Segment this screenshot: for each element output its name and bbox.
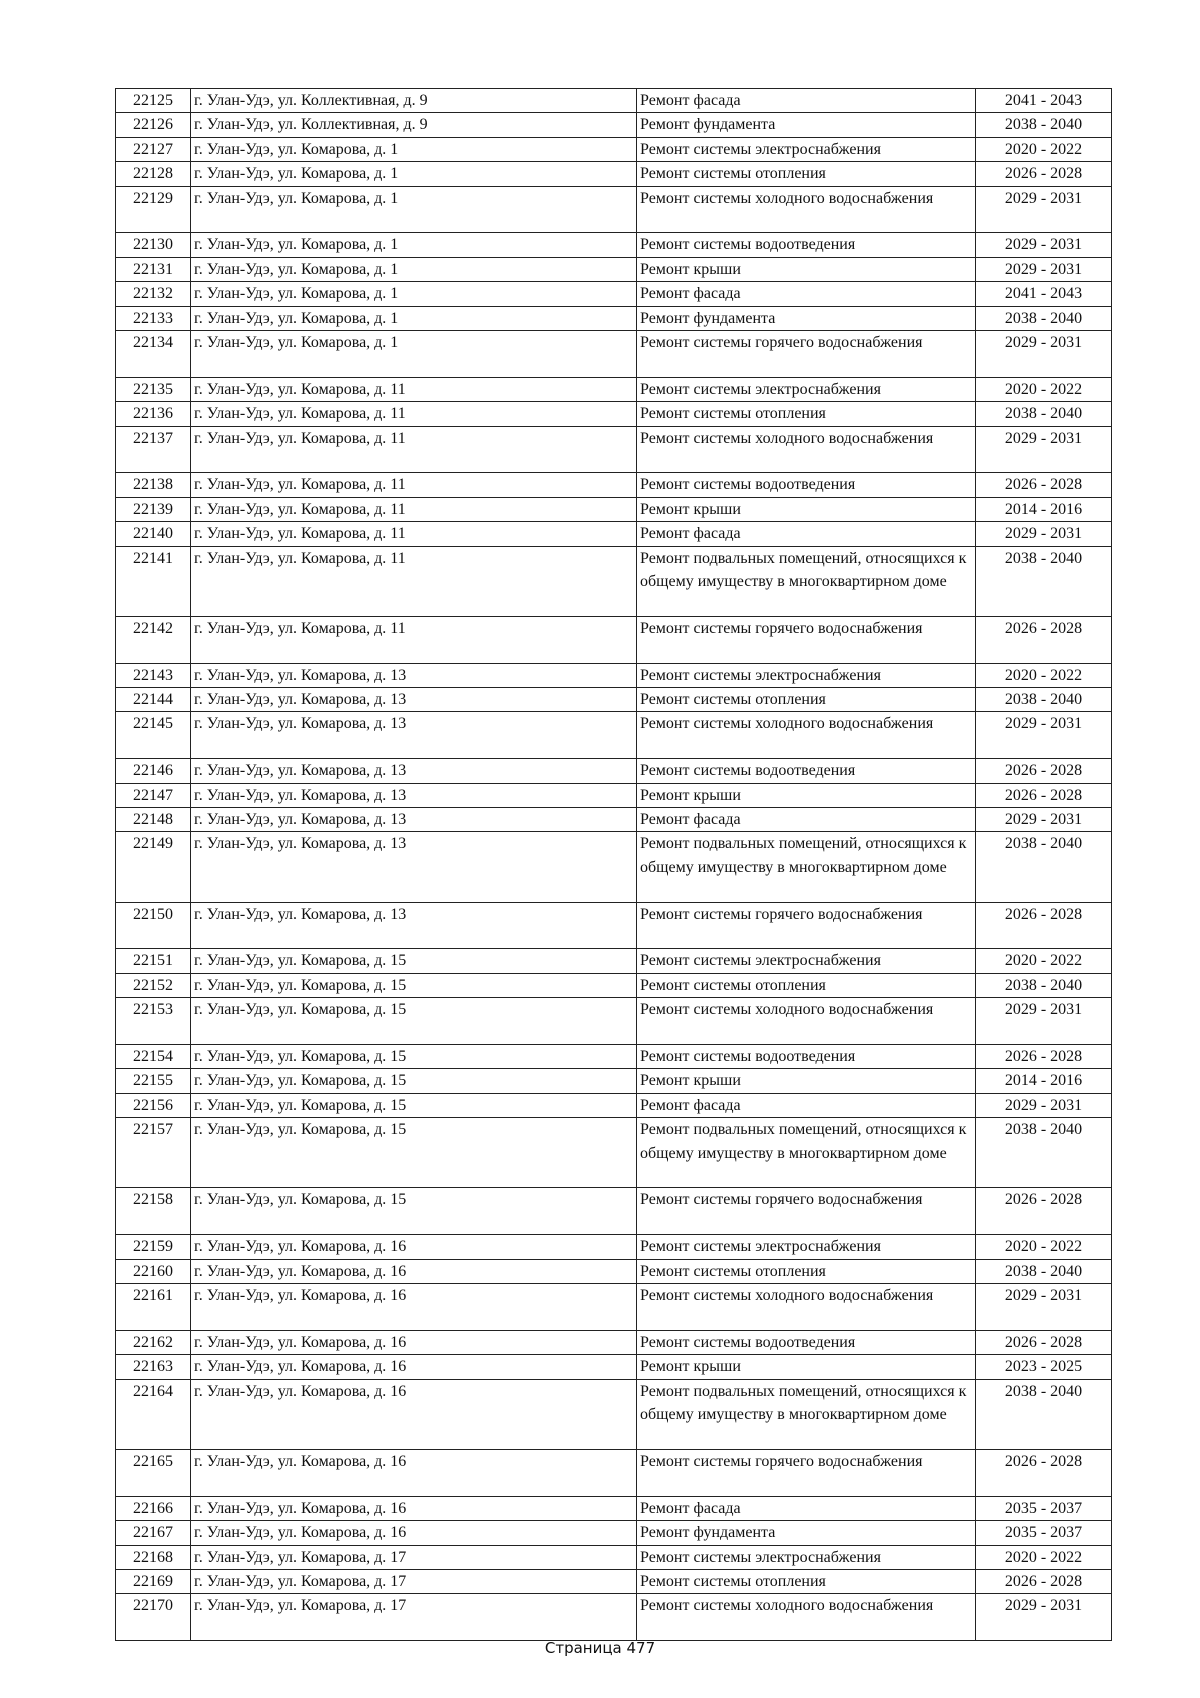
table-row [116, 1069, 1112, 1093]
work-type-cell: Ремонт фундамента [637, 113, 976, 137]
period-cell: 2026 - 2028 [976, 1188, 1112, 1235]
period-cell: 2029 - 2031 [976, 808, 1112, 832]
row-number-cell: 22144 [116, 688, 191, 712]
row-number-cell: 22137 [116, 426, 191, 473]
row-number-cell: 22159 [116, 1235, 191, 1259]
address-cell: г. Улан-Удэ, ул. Коллективная, д. 9 [191, 113, 637, 137]
row-number-cell: 22157 [116, 1118, 191, 1188]
address-cell: г. Улан-Удэ, ул. Комарова, д. 1 [191, 282, 637, 306]
row-number-cell: 22130 [116, 233, 191, 257]
address-cell: г. Улан-Удэ, ул. Комарова, д. 1 [191, 331, 637, 378]
row-number-cell: 22153 [116, 998, 191, 1045]
period-cell: 2041 - 2043 [976, 89, 1112, 113]
period-cell: 2029 - 2031 [976, 1594, 1112, 1641]
period-cell: 2029 - 2031 [976, 522, 1112, 546]
row-number-cell: 22146 [116, 759, 191, 783]
address-cell: г. Улан-Удэ, ул. Комарова, д. 16 [191, 1379, 637, 1449]
row-number-cell: 22140 [116, 522, 191, 546]
row-number-cell: 22135 [116, 377, 191, 401]
row-number-cell: 22129 [116, 186, 191, 233]
work-type-cell: Ремонт системы водоотведения [637, 233, 976, 257]
address-cell: г. Улан-Удэ, ул. Комарова, д. 15 [191, 973, 637, 997]
address-cell: г. Улан-Удэ, ул. Комарова, д. 16 [191, 1449, 637, 1496]
address-cell: г. Улан-Удэ, ул. Комарова, д. 13 [191, 688, 637, 712]
period-cell: 2029 - 2031 [976, 712, 1112, 759]
row-number-cell: 22151 [116, 949, 191, 973]
period-cell: 2014 - 2016 [976, 497, 1112, 521]
address-cell: г. Улан-Удэ, ул. Комарова, д. 1 [191, 137, 637, 161]
address-cell: г. Улан-Удэ, ул. Комарова, д. 11 [191, 377, 637, 401]
table-row [116, 331, 1112, 378]
work-type-cell: Ремонт системы электроснабжения [637, 377, 976, 401]
table-row [116, 1045, 1112, 1069]
table-row [116, 546, 1112, 616]
period-cell: 2041 - 2043 [976, 282, 1112, 306]
table-row [116, 759, 1112, 783]
row-number-cell: 22134 [116, 331, 191, 378]
address-cell: г. Улан-Удэ, ул. Комарова, д. 16 [191, 1521, 637, 1545]
address-cell: г. Улан-Удэ, ул. Комарова, д. 13 [191, 832, 637, 902]
row-number-cell: 22160 [116, 1259, 191, 1283]
table-row [116, 1545, 1112, 1569]
row-number-cell: 22145 [116, 712, 191, 759]
table-row [116, 688, 1112, 712]
address-cell: г. Улан-Удэ, ул. Комарова, д. 15 [191, 998, 637, 1045]
address-cell: г. Улан-Удэ, ул. Комарова, д. 1 [191, 162, 637, 186]
table-row [116, 473, 1112, 497]
table-row [116, 616, 1112, 663]
row-number-cell: 22139 [116, 497, 191, 521]
work-type-cell: Ремонт системы холодного водоснабжения [637, 998, 976, 1045]
work-type-cell: Ремонт системы горячего водоснабжения [637, 902, 976, 949]
period-cell: 2035 - 2037 [976, 1496, 1112, 1520]
table-row [116, 426, 1112, 473]
work-type-cell: Ремонт крыши [637, 1069, 976, 1093]
work-type-cell: Ремонт системы горячего водоснабжения [637, 1449, 976, 1496]
row-number-cell: 22142 [116, 616, 191, 663]
document-table-container [115, 88, 1111, 1641]
row-number-cell: 22163 [116, 1355, 191, 1379]
row-number-cell: 22138 [116, 473, 191, 497]
period-cell: 2020 - 2022 [976, 377, 1112, 401]
row-number-cell: 22141 [116, 546, 191, 616]
period-cell: 2023 - 2025 [976, 1355, 1112, 1379]
work-type-cell: Ремонт фундамента [637, 306, 976, 330]
address-cell: г. Улан-Удэ, ул. Комарова, д. 1 [191, 306, 637, 330]
table-row [116, 998, 1112, 1045]
row-number-cell: 22167 [116, 1521, 191, 1545]
table-row [116, 1496, 1112, 1520]
period-cell: 2038 - 2040 [976, 113, 1112, 137]
work-type-cell: Ремонт системы электроснабжения [637, 1235, 976, 1259]
table-row [116, 1284, 1112, 1331]
table-row [116, 1594, 1112, 1641]
row-number-cell: 22127 [116, 137, 191, 161]
work-type-cell: Ремонт системы отопления [637, 688, 976, 712]
address-cell: г. Улан-Удэ, ул. Комарова, д. 1 [191, 186, 637, 233]
row-number-cell: 22128 [116, 162, 191, 186]
table-row [116, 808, 1112, 832]
work-type-cell: Ремонт фасада [637, 89, 976, 113]
row-number-cell: 22147 [116, 783, 191, 807]
row-number-cell: 22170 [116, 1594, 191, 1641]
table-row [116, 233, 1112, 257]
address-cell: г. Улан-Удэ, ул. Комарова, д. 13 [191, 783, 637, 807]
period-cell: 2029 - 2031 [976, 998, 1112, 1045]
table-row [116, 1188, 1112, 1235]
period-cell: 2029 - 2031 [976, 186, 1112, 233]
address-cell: г. Улан-Удэ, ул. Комарова, д. 16 [191, 1284, 637, 1331]
row-number-cell: 22132 [116, 282, 191, 306]
period-cell: 2026 - 2028 [976, 473, 1112, 497]
table-row [116, 89, 1112, 113]
table-row [116, 663, 1112, 687]
period-cell: 2029 - 2031 [976, 257, 1112, 281]
row-number-cell: 22149 [116, 832, 191, 902]
work-type-cell: Ремонт системы отопления [637, 402, 976, 426]
work-type-cell: Ремонт фасада [637, 808, 976, 832]
table-row [116, 973, 1112, 997]
period-cell: 2038 - 2040 [976, 1259, 1112, 1283]
address-cell: г. Улан-Удэ, ул. Комарова, д. 13 [191, 759, 637, 783]
period-cell: 2026 - 2028 [976, 1449, 1112, 1496]
work-type-cell: Ремонт системы электроснабжения [637, 663, 976, 687]
work-type-cell: Ремонт системы холодного водоснабжения [637, 712, 976, 759]
work-type-cell: Ремонт системы холодного водоснабжения [637, 1284, 976, 1331]
work-type-cell: Ремонт фундамента [637, 1521, 976, 1545]
row-number-cell: 22131 [116, 257, 191, 281]
table-row [116, 257, 1112, 281]
work-type-cell: Ремонт крыши [637, 497, 976, 521]
row-number-cell: 22158 [116, 1188, 191, 1235]
work-type-cell: Ремонт системы водоотведения [637, 1045, 976, 1069]
address-cell: г. Улан-Удэ, ул. Комарова, д. 11 [191, 616, 637, 663]
table-row [116, 832, 1112, 902]
address-cell: г. Улан-Удэ, ул. Комарова, д. 13 [191, 663, 637, 687]
address-cell: г. Улан-Удэ, ул. Комарова, д. 16 [191, 1259, 637, 1283]
table-row [116, 402, 1112, 426]
work-type-cell: Ремонт крыши [637, 783, 976, 807]
work-type-cell: Ремонт фасада [637, 1093, 976, 1117]
table-row [116, 1569, 1112, 1593]
row-number-cell: 22168 [116, 1545, 191, 1569]
period-cell: 2038 - 2040 [976, 688, 1112, 712]
period-cell: 2026 - 2028 [976, 1045, 1112, 1069]
period-cell: 2026 - 2028 [976, 902, 1112, 949]
table-row [116, 377, 1112, 401]
table-row [116, 1355, 1112, 1379]
work-type-cell: Ремонт системы горячего водоснабжения [637, 1188, 976, 1235]
address-cell: г. Улан-Удэ, ул. Комарова, д. 16 [191, 1235, 637, 1259]
work-type-cell: Ремонт фасада [637, 522, 976, 546]
period-cell: 2020 - 2022 [976, 137, 1112, 161]
address-cell: г. Улан-Удэ, ул. Комарова, д. 13 [191, 712, 637, 759]
period-cell: 2020 - 2022 [976, 1235, 1112, 1259]
row-number-cell: 22156 [116, 1093, 191, 1117]
address-cell: г. Улан-Удэ, ул. Комарова, д. 11 [191, 497, 637, 521]
work-type-cell: Ремонт фасада [637, 282, 976, 306]
period-cell: 2026 - 2028 [976, 616, 1112, 663]
row-number-cell: 22133 [116, 306, 191, 330]
address-cell: г. Улан-Удэ, ул. Комарова, д. 1 [191, 257, 637, 281]
period-cell: 2038 - 2040 [976, 832, 1112, 902]
work-type-cell: Ремонт системы отопления [637, 973, 976, 997]
address-cell: г. Улан-Удэ, ул. Коллективная, д. 9 [191, 89, 637, 113]
table-row [116, 522, 1112, 546]
period-cell: 2035 - 2037 [976, 1521, 1112, 1545]
address-cell: г. Улан-Удэ, ул. Комарова, д. 11 [191, 473, 637, 497]
address-cell: г. Улан-Удэ, ул. Комарова, д. 16 [191, 1330, 637, 1354]
address-cell: г. Улан-Удэ, ул. Комарова, д. 15 [191, 1045, 637, 1069]
repair-schedule-table [115, 88, 1112, 1641]
period-cell: 2038 - 2040 [976, 1379, 1112, 1449]
row-number-cell: 22162 [116, 1330, 191, 1354]
table-row [116, 783, 1112, 807]
period-cell: 2020 - 2022 [976, 1545, 1112, 1569]
table-row [116, 162, 1112, 186]
table-row [116, 1379, 1112, 1449]
work-type-cell: Ремонт системы холодного водоснабжения [637, 186, 976, 233]
period-cell: 2038 - 2040 [976, 973, 1112, 997]
work-type-cell: Ремонт системы горячего водоснабжения [637, 331, 976, 378]
period-cell: 2026 - 2028 [976, 783, 1112, 807]
address-cell: г. Улан-Удэ, ул. Комарова, д. 11 [191, 426, 637, 473]
row-number-cell: 22154 [116, 1045, 191, 1069]
period-cell: 2038 - 2040 [976, 1118, 1112, 1188]
work-type-cell: Ремонт системы водоотведения [637, 473, 976, 497]
row-number-cell: 22161 [116, 1284, 191, 1331]
work-type-cell: Ремонт системы электроснабжения [637, 949, 976, 973]
row-number-cell: 22152 [116, 973, 191, 997]
work-type-cell: Ремонт системы электроснабжения [637, 137, 976, 161]
address-cell: г. Улан-Удэ, ул. Комарова, д. 11 [191, 546, 637, 616]
row-number-cell: 22150 [116, 902, 191, 949]
table-row [116, 949, 1112, 973]
work-type-cell: Ремонт подвальных помещений, относящихся к общему имуществу в многоквартирном доме [637, 546, 976, 616]
row-number-cell: 22164 [116, 1379, 191, 1449]
work-type-cell: Ремонт системы водоотведения [637, 759, 976, 783]
work-type-cell: Ремонт подвальных помещений, относящихся к общему имуществу в многоквартирном доме [637, 1379, 976, 1449]
period-cell: 2020 - 2022 [976, 663, 1112, 687]
period-cell: 2020 - 2022 [976, 949, 1112, 973]
work-type-cell: Ремонт системы горячего водоснабжения [637, 616, 976, 663]
address-cell: г. Улан-Удэ, ул. Комарова, д. 17 [191, 1545, 637, 1569]
row-number-cell: 22136 [116, 402, 191, 426]
table-row [116, 1093, 1112, 1117]
row-number-cell: 22143 [116, 663, 191, 687]
row-number-cell: 22169 [116, 1569, 191, 1593]
row-number-cell: 22166 [116, 1496, 191, 1520]
work-type-cell: Ремонт подвальных помещений, относящихся к общему имуществу в многоквартирном доме [637, 832, 976, 902]
table-row [116, 1449, 1112, 1496]
address-cell: г. Улан-Удэ, ул. Комарова, д. 17 [191, 1569, 637, 1593]
period-cell: 2029 - 2031 [976, 233, 1112, 257]
work-type-cell: Ремонт системы отопления [637, 1259, 976, 1283]
address-cell: г. Улан-Удэ, ул. Комарова, д. 17 [191, 1594, 637, 1641]
row-number-cell: 22125 [116, 89, 191, 113]
address-cell: г. Улан-Удэ, ул. Комарова, д. 15 [191, 949, 637, 973]
work-type-cell: Ремонт системы отопления [637, 1569, 976, 1593]
table-row [116, 186, 1112, 233]
period-cell: 2026 - 2028 [976, 759, 1112, 783]
period-cell: 2014 - 2016 [976, 1069, 1112, 1093]
address-cell: г. Улан-Удэ, ул. Комарова, д. 15 [191, 1093, 637, 1117]
address-cell: г. Улан-Удэ, ул. Комарова, д. 15 [191, 1188, 637, 1235]
address-cell: г. Улан-Удэ, ул. Комарова, д. 16 [191, 1496, 637, 1520]
table-row [116, 712, 1112, 759]
period-cell: 2038 - 2040 [976, 546, 1112, 616]
work-type-cell: Ремонт крыши [637, 257, 976, 281]
address-cell: г. Улан-Удэ, ул. Комарова, д. 16 [191, 1355, 637, 1379]
work-type-cell: Ремонт подвальных помещений, относящихся к общему имуществу в многоквартирном доме [637, 1118, 976, 1188]
address-cell: г. Улан-Удэ, ул. Комарова, д. 13 [191, 808, 637, 832]
period-cell: 2038 - 2040 [976, 402, 1112, 426]
address-cell: г. Улан-Удэ, ул. Комарова, д. 15 [191, 1069, 637, 1093]
period-cell: 2029 - 2031 [976, 1284, 1112, 1331]
work-type-cell: Ремонт системы отопления [637, 162, 976, 186]
row-number-cell: 22155 [116, 1069, 191, 1093]
table-row [116, 306, 1112, 330]
work-type-cell: Ремонт системы холодного водоснабжения [637, 426, 976, 473]
period-cell: 2026 - 2028 [976, 1569, 1112, 1593]
address-cell: г. Улан-Удэ, ул. Комарова, д. 11 [191, 402, 637, 426]
period-cell: 2029 - 2031 [976, 426, 1112, 473]
table-row [116, 282, 1112, 306]
table-row [116, 902, 1112, 949]
page-number: Страница 477 [544, 1639, 656, 1657]
table-row [116, 497, 1112, 521]
address-cell: г. Улан-Удэ, ул. Комарова, д. 1 [191, 233, 637, 257]
table-body [116, 89, 1112, 1641]
table-row [116, 1259, 1112, 1283]
address-cell: г. Улан-Удэ, ул. Комарова, д. 15 [191, 1118, 637, 1188]
table-row [116, 1235, 1112, 1259]
table-row [116, 137, 1112, 161]
row-number-cell: 22126 [116, 113, 191, 137]
work-type-cell: Ремонт системы водоотведения [637, 1330, 976, 1354]
period-cell: 2026 - 2028 [976, 1330, 1112, 1354]
work-type-cell: Ремонт системы электроснабжения [637, 1545, 976, 1569]
table-row [116, 1330, 1112, 1354]
table-row [116, 113, 1112, 137]
table-row [116, 1521, 1112, 1545]
period-cell: 2029 - 2031 [976, 331, 1112, 378]
work-type-cell: Ремонт крыши [637, 1355, 976, 1379]
address-cell: г. Улан-Удэ, ул. Комарова, д. 13 [191, 902, 637, 949]
work-type-cell: Ремонт фасада [637, 1496, 976, 1520]
row-number-cell: 22165 [116, 1449, 191, 1496]
address-cell: г. Улан-Удэ, ул. Комарова, д. 11 [191, 522, 637, 546]
work-type-cell: Ремонт системы холодного водоснабжения [637, 1594, 976, 1641]
period-cell: 2026 - 2028 [976, 162, 1112, 186]
period-cell: 2038 - 2040 [976, 306, 1112, 330]
table-row [116, 1118, 1112, 1188]
row-number-cell: 22148 [116, 808, 191, 832]
period-cell: 2029 - 2031 [976, 1093, 1112, 1117]
